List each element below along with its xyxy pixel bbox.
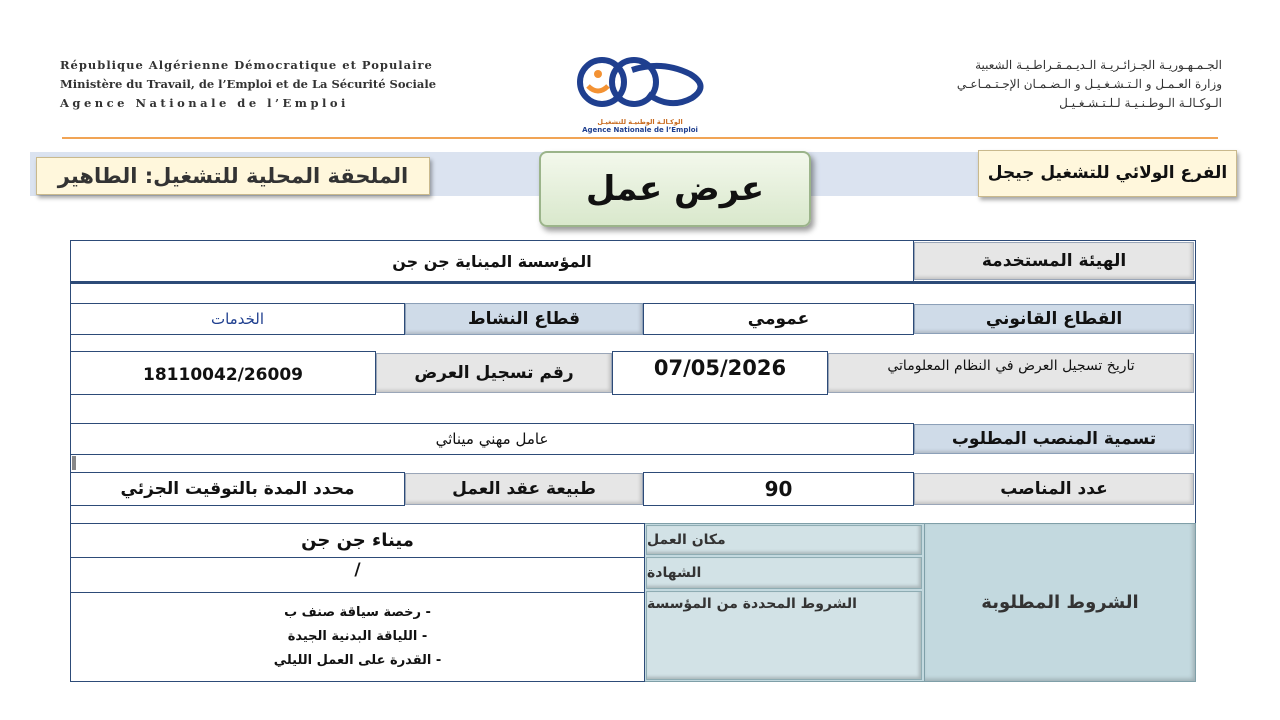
header-fr-line-1: République Algérienne Démocratique et Populaire — [60, 58, 433, 72]
agency-logo-icon — [562, 52, 718, 114]
positions-count-label: عدد المناصب — [914, 473, 1194, 505]
logo-text-fr: Agence Nationale de l’Emploi — [582, 126, 698, 134]
workplace-value: ميناء جن جن — [70, 523, 645, 558]
registration-date-label: تاريخ تسجيل العرض في النظام المعلوماتي — [828, 353, 1194, 393]
registration-number-value: 18110042/26009 — [70, 351, 376, 395]
condition-item: - رخصة سياقة صنف ب — [284, 605, 431, 620]
condition-item-text: اللياقة البدنية الجيدة — [287, 629, 418, 644]
company-conditions-value — [70, 592, 645, 682]
agency-logo — [562, 52, 718, 132]
header-fr-line-3: Agence Nationale de l’Emploi — [60, 96, 349, 110]
company-conditions-label: الشروط المحددة من المؤسسة — [646, 591, 922, 680]
legal-sector-label: القطاع القانوني — [914, 304, 1194, 334]
header-divider — [62, 137, 1218, 139]
conditions-label: الشروط المطلوبة — [924, 523, 1196, 682]
condition-item: - القدرة على العمل الليلي — [273, 653, 442, 668]
header-fr-line-2: Ministère du Travail, de l’Emploi et de La Sécurité Sociale — [60, 77, 437, 91]
header-ar-line-1: الجـمـهـوريـة الجـزائـريـة الـديـمـقـراطـيـة الشعبية — [975, 58, 1222, 72]
employer-value: المؤسسة الميناية جن جن — [70, 240, 914, 282]
branch-label: الفرع الولائي للتشغيل جيجل — [978, 150, 1237, 197]
position-label: تسمية المنصب المطلوب — [914, 424, 1194, 454]
positions-count-value: 90 — [643, 472, 914, 506]
workplace-label: مكان العمل — [646, 525, 922, 555]
condition-item: - اللياقة البدنية الجيدة — [287, 629, 428, 644]
table-divider — [70, 281, 1196, 284]
logo-text-ar: الوكـالـة الوطنيـة للتشغيـل — [597, 118, 683, 126]
row-marker — [72, 456, 76, 470]
contract-label: طبيعة عقد العمل — [405, 473, 643, 505]
diploma-label: الشهادة — [646, 557, 922, 589]
header-ar-line-3: الـوكـالـة الـوطـنـيـة لـلـتـشـغـيـل — [1059, 96, 1222, 110]
company-conditions-list — [274, 601, 442, 673]
registration-date-value: 07/05/2026 — [612, 351, 828, 395]
diploma-value: / — [70, 557, 645, 593]
employer-label: الهيئة المستخدمة — [914, 242, 1194, 280]
annex-label: الملحقة المحلية للتشغيل: الطاهير — [36, 157, 430, 195]
condition-item-text: رخصة سياقة صنف ب — [284, 605, 421, 620]
activity-sector-label: قطاع النشاط — [405, 303, 643, 335]
header-ar-line-2: وزارة العـمـل و الـتـشـغـيـل و الـضـمـان الإجـتـمـاعـي — [956, 77, 1222, 91]
legal-sector-value: عمومي — [643, 303, 914, 335]
condition-item-text: القدرة على العمل الليلي — [273, 653, 432, 668]
page-title: عرض عمل — [539, 151, 811, 227]
registration-number-label: رقم تسجيل العرض — [376, 353, 612, 393]
activity-sector-value: الخدمات — [70, 303, 405, 335]
position-value: عامل مهني ميناثي — [70, 423, 914, 455]
contract-value: محدد المدة بالتوقيت الجزئي — [70, 472, 405, 506]
